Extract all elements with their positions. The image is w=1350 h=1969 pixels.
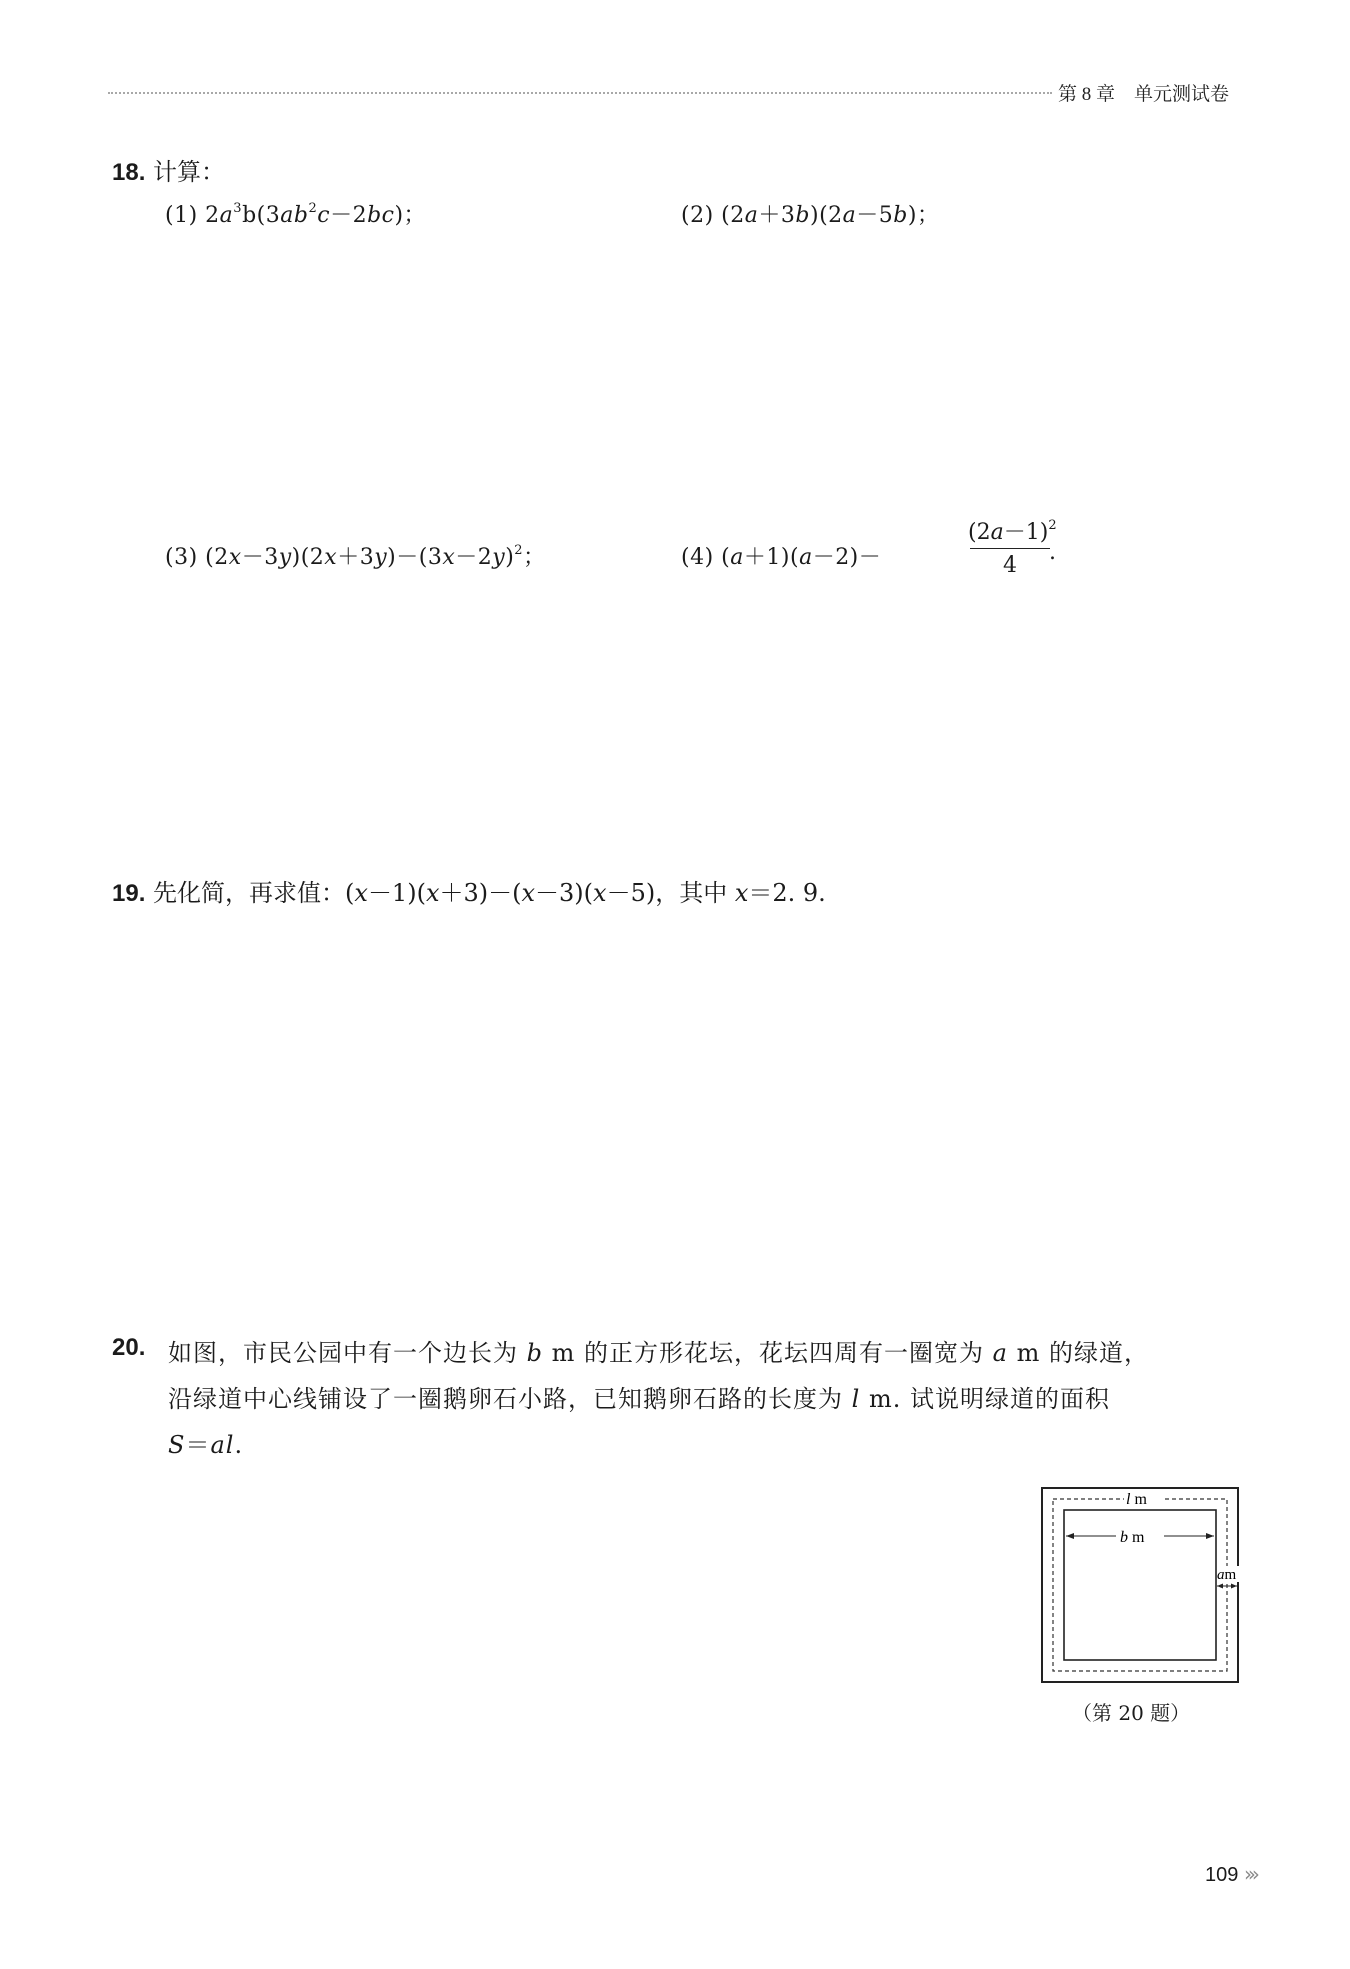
q18-part-3: (3) $(2x-3y)(2x+3y)-(3x-2y)^2$； — [165, 543, 546, 570]
q18-part-2: (2) (2a＋3b)(2a－5b)； — [681, 203, 940, 228]
question-20-line-3: S＝al. — [168, 1431, 244, 1459]
flowerbed-figure — [1040, 1486, 1240, 1684]
figure-caption: （第 20 题） — [1072, 1701, 1191, 1725]
question-20-number: 20. — [112, 1334, 146, 1361]
outer-boundary — [1042, 1488, 1238, 1682]
b-arrowhead-left — [1066, 1533, 1074, 1539]
question-20-line-2: 沿绿道中心线铺设了一圈鹅卵石小路，已知鹅卵石路的长度为 l m. 试说明绿道的面积 — [168, 1385, 1110, 1413]
question-number: 18. — [112, 159, 146, 186]
header-rule — [108, 92, 1052, 94]
question-number: 19. — [112, 880, 146, 907]
fraction-bar — [970, 548, 1050, 549]
q18-part-4-fraction — [968, 515, 1057, 578]
chapter-title: 第 8 章 单元测试卷 — [1058, 84, 1230, 105]
chevron-icon: ››› — [1243, 1862, 1256, 1886]
l-label: l m — [1126, 1491, 1147, 1508]
b-arrowhead-right — [1206, 1533, 1214, 1539]
page-number: 109 ››› — [1205, 1862, 1256, 1886]
q18-part-4: (4) (a＋1)(a－2)－ — [681, 545, 882, 570]
a-arrowhead-left — [1217, 1584, 1223, 1589]
question-20-line-1: 如图，市民公园中有一个边长为 b m 的正方形花坛，花坛四周有一圈宽为 a m 的绿道， — [168, 1339, 1149, 1367]
question-19: 19. 先化简，再求值：(x－1)(x＋3)－(x－3)(x－5)，其中 x＝2. 9. — [112, 879, 826, 907]
fraction-denominator: 4 — [1003, 553, 1017, 578]
a-arrowhead-right — [1231, 1584, 1237, 1589]
question-18-stem — [112, 152, 225, 187]
b-label: b m — [1120, 1529, 1145, 1546]
fraction-numerator: $(2a-1)^2$ — [968, 518, 1057, 545]
question-text: 计算： — [153, 158, 226, 186]
a-label: am — [1217, 1567, 1237, 1583]
center-path-dashed — [1053, 1499, 1227, 1671]
q18-part-1: (1) $2a^3b(3ab^2c-2bc)$； — [165, 201, 427, 228]
q18-part-4-end: . — [1049, 540, 1057, 565]
